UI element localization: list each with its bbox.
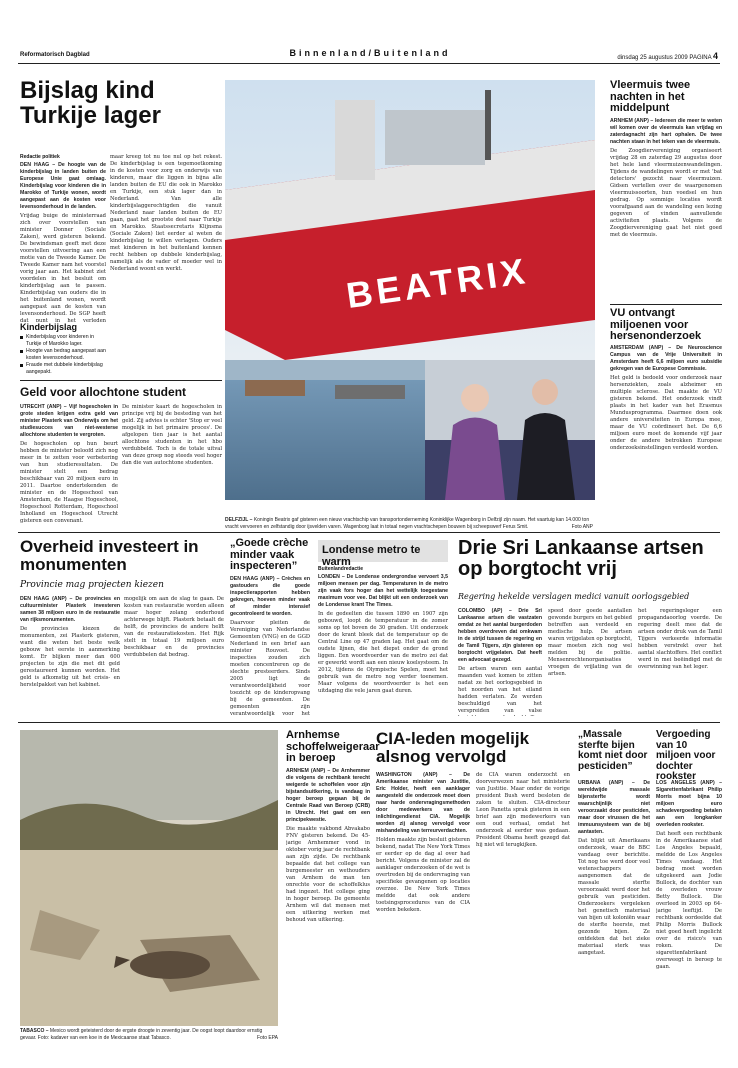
vu-body: Het geld is bedoeld voor onderzoek naar hersenziekten, zoals alzheimer en multiple sclerose. Dat maakte de VU gisteren bekend. Het onderzoek vindt plaats in het kader van het Erasmus Mundusprogramma. Daarmee doen ook andere universiteiten in Europa mee, maar de VU coördineert het. De 6,6 miljoen euro moet de komende vijf jaar onder de andere betrokken Europese onderzoeksinstellingen verdeeld worden. — [610, 375, 722, 451]
arnhemse-body: Die maakte vakbond Abvakabo FNV gisteren bekend. De 45-jarige Arnhemmer vond in oktober vorig jaar de rechtbank aan zijn zijde. De rechtbank bepaalde dat het college van burgemeester en wethouders van Arnhem de man ten onrechte voor de schoffelklus had ingezet. Het college ging in hoger beroep. De gemeente Arnhem wil dat mensen met een uitkering werken met behoud van uitkering. — [286, 826, 370, 923]
cia-body2: de CIA waren onderzocht en doorverwezen naar het ministerie van Justitie. Maar onder de vorige president Bush werd besloten de zaken te sluiten. CIA-directeur Leon Panetta sprak gisteren in een brief aan zijn medewerkers van een oud verhaal, omdat het onderzoek al eerder was gedaan. President Obama heeft gezegd dat hij niet wil terugkijken. — [476, 772, 570, 848]
londense-body: In de gedeelten die tussen 1890 en 1907 zijn gebouwd, loopt de temperatuur in de zomer soms op tot boven de 30 graden. Uit onderzoek door de krant bleek dat de temperatuur op de Central Line op 47 graden lag. Het gaat om de oudste lijnen, die het diepst onder de grond liggen. Een woordvoerder van de metro zei dat er gewerkt wordt aan een nieuw koelsysteem. In 2012, tijdens de Olympische Spelen, moet het gebruik van de metro nog verder toenemen. Maar volgens de woordvoerder is het een uitdaging die vele jaren gaat duren. — [318, 611, 448, 694]
main-photo — [225, 80, 595, 515]
creche-text — [230, 576, 310, 716]
photo-credit: Foto ANP — [571, 523, 593, 530]
allochtone-body1: De hogescholen op hun beurt hebben de minister beloofd zich nog meer in te zetten voor verbetering van hun studieresultaten. De minister stelt een bedrag beschikbaar van 20 miljoen euro in 2011. Daartoe ondertekenden de minister en de Hogeschool van Amsterdam, de Haagse Hogeschool, Hogeschool Rotterdam, Hogeschool Inholland en Hogeschool Utrecht gisteren een convenant. — [20, 441, 118, 524]
cia-headline: CIA-leden mogelijk alsnog vervolgd — [376, 729, 530, 766]
carcass — [130, 951, 210, 979]
person-head — [461, 384, 489, 412]
caption-label: DELFZIJL – — [225, 517, 253, 523]
allochtone-lead: UTRECHT (ANP) – Vijf hogescholen in grote steden krijgen extra geld van minister Plasterk van Onderwijs om het studiesucces van niet-westerse allochtone studenten te vergroten. — [20, 404, 118, 438]
vleermuis-lead: ARNHEM (ANP) – Iedereen die meer te weten wil komen over de vleermuis kan vrijdag en zaterdagnacht zijn hart ophalen. De twee nachten staan in het teken van de vleermuis. — [610, 118, 722, 145]
drought-photo — [20, 730, 278, 1026]
londense-kicker: Buitenlandredactie — [318, 566, 364, 572]
arnhemse-text — [286, 768, 370, 1048]
infobox-title: Kinderbijslag — [20, 322, 78, 332]
vleermuis-headline: Vleermuis twee nachten in het middelpunt — [610, 79, 691, 115]
caption-text: Mexico wordt geteisterd door de ergste droogte in zeventig jaar. De oogst loopt daardoor ernstig gevaar. Foto: kadaver van een koe in de Mexicaanse staat Tabasco. — [20, 1028, 263, 1041]
massale-headline: „Massale sterfte bijen komt niet door pesticiden” — [578, 729, 648, 772]
massale-text — [578, 780, 650, 1048]
infobox-item: Hoogte van bedrag aangepast aan kosten levensonderhoud. — [20, 348, 106, 362]
massale-body: Dat blijkt uit Amerikaans onderzoek, waar de BBC vandaag over berichtte. Tot nog toe werd door veel wetenschappers aangenomen dat de massale sterfte veroorzaakt werd door het gebruik van pesticiden. Onderzoekers vergeleken het genetisch materiaal van bijen uit koloniën waar de sterfte heerste, met gezonde bijen. Ze ontdekten dat het zieke materiaal sterk was aangetast. — [578, 838, 650, 956]
bijslag-body1: Vrijdag buige de ministerraad zich over voorstellen van minister Donner (Sociale Zaken), werd gisteren bekend. De bewindsman geeft met deze voorstellen uitvoering aan een motie van de Tweede Kamer. De Tweede Kamer nam het voorstel vorig jaar aan. Het kabinet ziet voordelen in het besluit om kinderbijslag aan te passen. Kinderbijslag van ouders die in het buitenland wonen, wordt aangepast aan de kosten van levensonderhoud. De SGP heeft dat punt in het verleden — [20, 213, 106, 322]
vu-headline: VU ontvangt miljoenen voor hersenonderzoek — [610, 307, 702, 343]
drought-caption — [20, 1028, 278, 1041]
infobox-item: Kinderbijslag voor kinderen in Turkije of Marokko lager. — [20, 334, 106, 348]
srilanka-body1: De artsen waren een aantal maanden vast komen te zitten nadat ze het oorlogsgebied in het noorden van het eiland hadden verlaten. Ze werden beschuldigd van het verspreiden van valse — [458, 666, 542, 714]
section-divider — [18, 532, 720, 533]
bijslag-infobox — [20, 322, 106, 378]
vleermuis-text — [610, 118, 722, 308]
monumenten-body1: De provincies kiezen de monumenten, zei Plasterk gisteren, want die weten het beste welk gebouw het eerste in aanmerking komt. Er blijken meer dan 600 projecten te zijn die met dit geld gerestaureerd kunnen worden. Het geld is afkomstig uit het crisis- en herstelpakket van het kabinet. — [20, 626, 120, 688]
cia-lead: WASHINGTON (ANP) – De Amerikaanse minister van Justitie, Eric Holder, heeft een aanklager aangesteld die onderzoek moet doen naar harde ondervragingsmethoden door medewerkers van de inlichtingendienst CIA. Mogelijk worden zij alsnog vervolgd voor mishandeling van terreurverdachten. — [376, 772, 470, 834]
page-number: 4 — [712, 51, 718, 61]
ship-photo-illustration — [225, 80, 595, 515]
vergoeding-lead: LOS ANGELES (ANP) – Sigarettenfabrikant Philip Morris moet bijna 10 miljoen euro schadevergoeding betalen aan een longkanker overleden rookster. — [656, 780, 722, 828]
allochtone-body2: De minister kaart de hogescholen in principe vrij bij de besteding van het geld. Zij advies is echter 'Stop er veel mogelijk in het primaire proces'. De afgelopen tien jaar is het aantal allochtone studenten in het hbo verdubbeld. Toch is de totale uitval van deze groep nog steeds veel hoger dan die van autochtone studenten. — [122, 404, 222, 466]
date-text: dinsdag 25 augustus 2009 PAGINA — [617, 55, 712, 61]
cia-col1 — [376, 772, 470, 1048]
bijslag-headline: Bijslag kind Turkije lager — [20, 77, 161, 130]
srilanka-body2: speed door goede aantallen gewonde burgers en het gebied betreffen aan verdeeld en medische hulp. De artsen waren vrijgelaten op borgtocht, maar moeten zich nog wel melden bij de politie. Mensenrechtenorganisaties vroegen de vrijlating van de artsen. — [548, 608, 632, 677]
infobox-list — [20, 334, 106, 376]
caption-label: TABASCO – — [20, 1028, 49, 1034]
srilanka-col1 — [458, 608, 542, 716]
londense-headline: Londense metro te warm — [322, 544, 421, 568]
vergoeding-headline: Vergoeding van 10 miljoen voor dochter rookster — [656, 729, 716, 782]
section-title: Binnenland/Buitenland — [289, 48, 451, 58]
srilanka-lead: COLOMBO (AP) – Drie Sri Lankaanse artsen die vastzaten omdat ze het aantal burgerdoden hebben overdreven dat omkwam in de strijd tussen de regering en de Tamil Tijgers, zijn gisteren op borgtocht vrijgelaten. Dat heeft een advocaat gezegd. — [458, 608, 542, 663]
divider — [610, 304, 722, 305]
arnhemse-headline: Arnhemse schoffelweigeraar in beroep — [286, 729, 380, 765]
creche-lead: DEN HAAG (ANP) – Crèches en gastouders die goede inspectierapporten hebben gekregen, hoeven minder vaak of minder intensief gecontroleerd te worden. — [230, 576, 310, 617]
monumenten-subtitle: Provincie mag projecten kiezen — [20, 580, 164, 590]
section-divider — [18, 722, 720, 723]
drought-photo-illustration — [20, 730, 278, 1026]
bijslag-col2 — [110, 154, 222, 374]
photo-credit: Foto EPA — [256, 1034, 278, 1041]
vu-text — [610, 345, 722, 527]
newspaper-name: Reformatorisch Dagblad — [20, 52, 90, 58]
monumenten-col2 — [124, 596, 224, 716]
divider — [20, 380, 222, 381]
bijslag-body2: maar kreeg tot nu toe nul op het rekest. De kinderbijslag is een tegemoetkoming in de kosten voor zorg en onderwijs van kinderen, maar die liggen in bijna alle landen buiten de EU die ook in Marokko en Turkije, een stuk lager dan in Nederland. Van alle kinderbijslaggerechtigden die vanuit Nederland naar landen buiten de EU gaan, gaat het grootste deel naar Turkije en Marokko. Staatssecretaris Klijnsma (Sociale Zaken) liet eerder al weten de kinderbijslag te willen verlagen. Ouders met kinderen in het buitenland kennen recht hebben op dubbele kinderbijslag, namelijk als de vader of moeder wel in Nederland woont en werkt. — [110, 154, 222, 272]
londense-text — [318, 574, 448, 716]
vu-lead: AMSTERDAM (ANP) – De Neuroscience Campus van de Vrije Universiteit in Amsterdam heeft 6,6 miljoen euro subsidie gekregen van de Europese Commissie. — [610, 345, 722, 372]
main-photo-caption — [225, 517, 593, 530]
allochtone-col1 — [20, 404, 118, 526]
caption-text: Koningin Beatrix gaf gisteren een nieuw vrachtschip van transportonderneming Koninklijke Wagenborg in Delfzijl zijn naam. Het vaartuig kan 14.000 ton vracht vervoeren en zelfstandig door ijsvelden varen. Wagenborg laat in totaal negen vrachtschepen bouwen bij scheepswerf Ferus Smit. — [225, 517, 590, 530]
srilanka-subtitle: Regering hekelde verslagen medici vanuit oorlogsgebied — [458, 592, 690, 601]
bijslag-col1 — [20, 162, 106, 322]
srilanka-col3 — [638, 608, 722, 716]
monumenten-headline: Overheid investeert in monumenten — [20, 537, 199, 574]
infobox-item: Fraude met dubbele kinderbijslag aangepakt. — [20, 362, 106, 376]
srilanka-headline: Drie Sri Lankaanse artsen op borgtocht vrij — [458, 537, 704, 580]
monumenten-lead: DEN HAAG (ANP) – De provincies en cultuurminister Plasterk investeren samen 38 miljoen euro in de restauratie van rijksmonumenten. — [20, 596, 120, 623]
cia-col2 — [476, 772, 570, 1048]
londense-lead: LONDEN – De Londense ondergrondse vervoert 3,5 miljoen mensen per dag. Temperaturen in de metro zijn vaak fors hoger dan het wettelijk toegestane maximum voor vee. Dat blijkt uit een onderzoek van de Londense krant The Times. — [318, 574, 448, 608]
header-rule — [18, 63, 720, 64]
arnhemse-lead: ARNHEM (ANP) – De Arnhemmer die volgens de rechtbank terecht weigerde te schoffelen voor zijn bijstandsuitkering, is vandaag in hoger beroep gegaan bij de Centrale Raad van Beroep (CRB) in Utrecht. Het gaat om een principekwestie. — [286, 768, 370, 823]
monumenten-body2: mogelijk om aan de slag te gaan. De kosten van restauratie worden alleen maar hoger zolang onderhoud achterwege blijft. Plasterk betaalt de helft, de provincies de andere helft van de restauratiekosten. Het Rijk stelt in totaal 19 miljoen euro beschikbaar en de provincies verdubbelen dat bedrag. — [124, 596, 224, 658]
queen-figure — [445, 418, 505, 501]
issue-date — [617, 51, 718, 61]
vergoeding-text — [656, 780, 722, 1048]
vleermuis-body: De Zoogdiervereniging organiseert vrijdag 28 en zaterdag 29 augustus door het hele land vleermuizenwandelingen. Tijdens de wandelingen wordt er met 'bat detectors' gezocht naar vleermuizen. Gidsen vertellen over de waargenomen vleermuissoorten, hun voedsel en hun gedrag. Op sommige locaties wordt voorafgaand aan de wandeling een lezing gegeven of vinden aanvullende activiteiten plaats. Volgens de Zoogdiervereniging gaat het niet goed met de vleermuis. — [610, 148, 722, 238]
srilanka-col2 — [548, 608, 632, 716]
monumenten-col1 — [20, 596, 120, 716]
ship-name: BEATRIX — [343, 249, 532, 317]
creche-headline: „Goede crèche minder vaak inspecteren” — [230, 537, 309, 573]
bijslag-kicker: Redactie politiek — [20, 154, 60, 160]
person-head — [532, 379, 558, 405]
srilanka-body3: het regeringsleger een propagandaoorlog voerde. De regering deelt mee dat de artsen onder druk van de Tamil Tijgers verkeerde informatie hebben verstrekt over het aantal slachtoffers. Het conflict werd in mei beëindigd met de overwinning van het leger. — [638, 608, 722, 670]
cia-body1: Holden maakte zijn besluit gisteren bekend, nadat The New York Times er eerder op de dag al over had bericht. Volgens de minister zal de aanklager onderzoeken of de wet is overtreden bij de ondervraging van specifieke gevangenen op locaties overzee. De New York Times meldde dat ook andere toetsingsprocedures van de CIA worden bekeken. — [376, 837, 470, 913]
bijslag-lead: DEN HAAG – De hoogte van de kinderbijslag in landen buiten de Europese Unie gaat omlaag. Kinderbijslag voor kinderen die in Marokko of Turkije wonen, wordt aangepast aan de kosten voor levensonderhoud in de landen. — [20, 162, 106, 210]
vergoeding-body: Dat heeft een rechtbank in de Amerikaanse stad Los Angeles bepaald, meldde de Los Angeles Times vandaag. Het bedrag moet worden uitgekeerd aan Jodie Bullock, de dochter van de overleden vrouw Betty Bullock. Die overleed in 2003 op 64-jarige leeftijd. De rechtbank oordeelde dat Philip Morris Bullock niet goed heeft ingelicht over de risico's van roken. De sigarettenfabrikant overweegt in beroep te gaan. — [656, 831, 722, 970]
creche-body: Daarvoor pleiten de Vereniging van Nederlandse Gemeenten (VNG) en de GGD Nederland in een brief aan minister Rouvoet. De inspecties zouden zich moeten concentreren op de slechte presteerders. Sinds 2005 ligt de verantwoordelijkheid voor toezicht op de kinderopvang bij de gemeenten. De gemeenten zijn verantwoordelijk voor het — [230, 620, 310, 716]
massale-lead: URBANA (ANP) – De wereldwijde massale bijensterfte wordt waarschijnlijk niet veroorzaakt door pesticiden, maar door virussen die het immuunsysteem van de bij aantasten. — [578, 780, 650, 835]
allochtone-col2 — [122, 404, 222, 526]
allochtone-headline: Geld voor allochtone student — [20, 385, 187, 399]
